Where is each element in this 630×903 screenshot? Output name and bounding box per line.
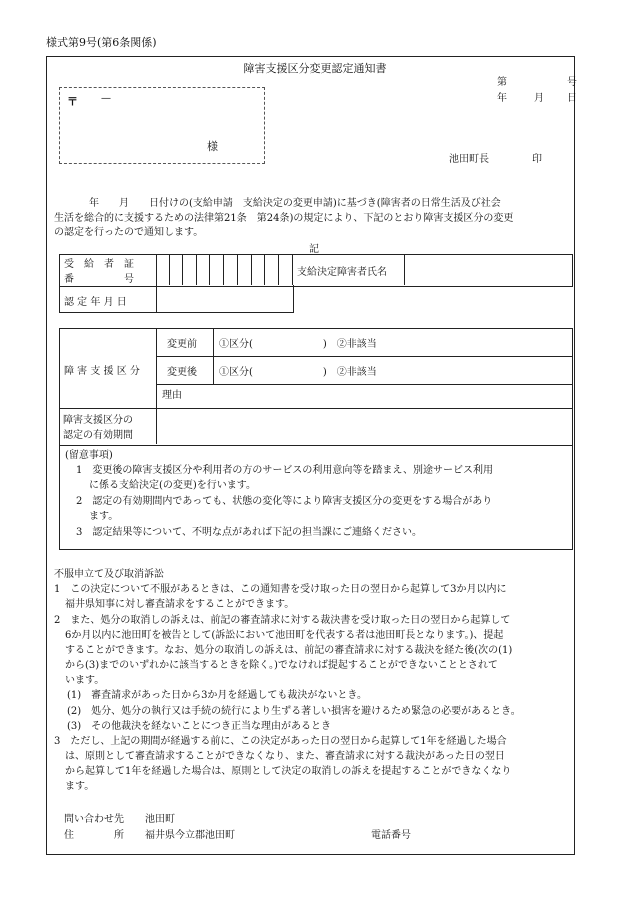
decision-name-label: 支給決定障害者氏名 (297, 267, 387, 278)
recipient-no-label-a: 受 給 者 証 (64, 259, 134, 270)
inquiry-label: 問い合わせ先 (64, 814, 124, 825)
addressee-honorific: 様 (207, 140, 218, 153)
after-label: 変更後 (167, 367, 197, 378)
date-year: 年 (497, 93, 507, 104)
address-label: 住 所 (64, 830, 124, 841)
date-day: 日 (567, 93, 577, 104)
body-line-2: 生活を総合的に支援するための法律第21条 第24条)の規定により、下記のとおり障害支援区分の変更 (54, 213, 514, 224)
appeal-s2: (2) 処分、処分の執行又は手続の続行により生ずる著しい損害を避けるため緊急の必要があるとき。 (67, 706, 521, 717)
notes-item-1a: 1 変更後の障害支援区分や利用者の方のサービスの利用意向等を踏まえ、別途サービス利用 (76, 465, 493, 476)
recipient-no-label-b: 番 号 (64, 274, 134, 285)
appeal-heading: 不服申立て及び取消訴訟 (54, 569, 164, 580)
notes-heading: (留意事項) (65, 450, 113, 461)
issuer-name: 池田町長 (449, 154, 489, 165)
appeal-p3b: は、原則として審査請求することができなくなり、また、審査請求に対する裁決があった日の翌日 (65, 751, 505, 762)
appeal-p3d: ます。 (65, 781, 95, 792)
issuer-seal: 印 (532, 154, 542, 165)
doc-number-prefix: 第 (497, 77, 507, 88)
appeal-p1b: 福井県知事に対し審査請求をすることができます。 (65, 599, 295, 610)
notes-item-2a: 2 認定の有効期間内であっても、状態の変化等により障害支援区分の変更をする場合があり (76, 496, 493, 507)
option-after: ①区分( ) ②非該当 (219, 367, 377, 378)
appeal-p3a: 3 ただし、上記の期間が経過する前に、この決定があった日の翌日から起算して1年を経過した場合 (54, 736, 507, 747)
inquiry-value: 池田町 (145, 814, 175, 825)
reason-label: 理由 (162, 390, 182, 401)
phone-label: 電話番号 (371, 830, 411, 841)
category-label: 障 害 支 援 区 分 (64, 366, 140, 377)
option-before: ①区分( ) ②非該当 (219, 339, 377, 350)
appeal-s3: (3) その他裁決を経ないことにつき正当な理由があるとき (67, 721, 331, 732)
address-box (59, 87, 265, 164)
notes-item-1b: に係る支給決定(の変更)を行います。 (89, 480, 257, 491)
body-line-3: の認定を行ったので通知します。 (54, 227, 204, 238)
validity-label-b: 認定の有効期間 (63, 430, 133, 441)
appeal-p1a: 1 この決定について不服があるときは、この通知書を受け取った日の翌日から起算して3か月以内に (54, 584, 507, 595)
date-month: 月 (534, 93, 544, 104)
address-value: 福井県今立郡池田町 (145, 830, 235, 841)
appeal-p2b: 6か月以内に池田町を被告として(訴訟において池田町を代表する者は池田町長となります。)、提起 (65, 630, 504, 641)
body-line-1: 年 月 日付けの(支給申請 支給決定の変更申請)に基づき(障害者の日常生活及び社会 (89, 198, 501, 209)
before-label: 変更前 (167, 339, 197, 350)
doc-number-suffix: 号 (567, 77, 577, 88)
document-title: 障害支援区分変更認定通知書 (243, 62, 387, 75)
appeal-p2e: います。 (65, 675, 105, 686)
ki-label: 記 (309, 244, 319, 255)
appeal-s1: (1) 審査請求があった日から3か月を経過しても裁決がないとき。 (67, 690, 368, 701)
postal-dash: — (101, 93, 111, 104)
cert-date-label: 認 定 年 月 日 (64, 297, 127, 308)
form-number: 様式第9号(第6条関係) (46, 36, 157, 49)
postal-mark: 〒 (67, 95, 78, 108)
notes-item-2b: ます。 (89, 511, 119, 522)
validity-label-a: 障害支援区分の (63, 415, 133, 426)
appeal-p3c: から起算して1年を経過した場合は、原則として決定の取消しの訴えを提起することができなくなり (65, 766, 512, 777)
appeal-p2a: 2 また、処分の取消しの訴えは、前記の審査請求に対する裁決書を受け取った日の翌日から起算して (54, 615, 511, 626)
appeal-p2d: から(3)までのいずれかに該当するときを除く。)でなければ提起することができないこととされて (65, 660, 498, 671)
appeal-p2c: することができます。なお、処分の取消しの訴えは、前記の審査請求に対する裁決を経た後(次の(1) (65, 645, 513, 656)
notes-item-3: 3 認定結果等について、不明な点があれば下記の担当課にご連絡ください。 (76, 527, 422, 538)
